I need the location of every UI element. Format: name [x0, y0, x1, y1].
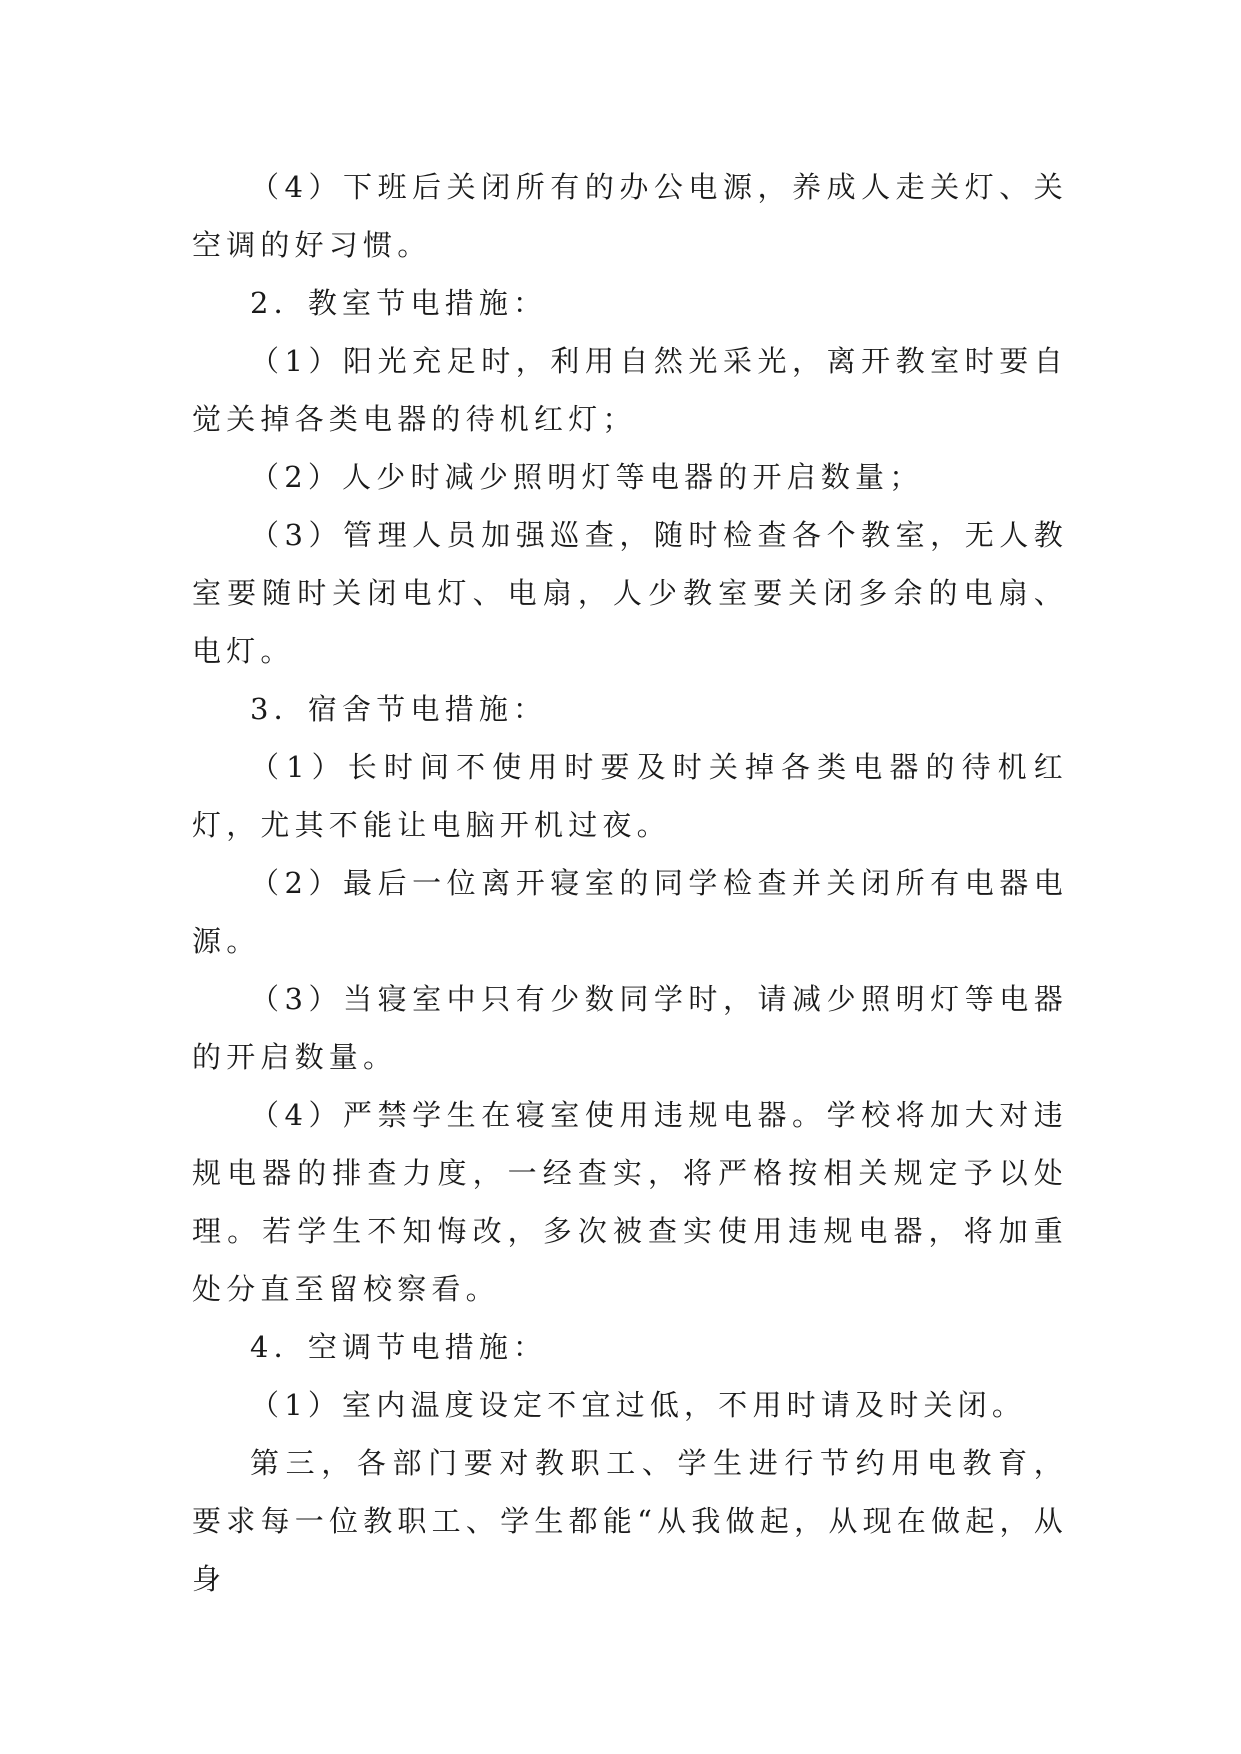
paragraph-dormitory-item-1: （1）长时间不使用时要及时关掉各类电器的待机红灯，尤其不能让电脑开机过夜。 — [192, 750, 1068, 842]
paragraph-classroom-item-2: （2）人少时减少照明灯等电器的开启数量； — [250, 460, 924, 494]
section-heading-classroom: 2．教室节电措施： — [250, 286, 548, 320]
paragraph-office-item-4: （4）下班后关闭所有的办公电源，养成人走关灯、关空调的好习惯。 — [192, 170, 1068, 262]
paragraph-air-conditioning-item-1: （1）室内温度设定不宜过低，不用时请及时关闭。 — [250, 1388, 1027, 1422]
paragraph-classroom-item-3: （3）管理人员加强巡查，随时检查各个教室，无人教室要随时关闭电灯、电扇，人少教室要关闭多余的电扇、电灯。 — [192, 518, 1068, 668]
section-heading-dormitory: 3．宿舍节电措施： — [250, 692, 548, 726]
paragraph-dormitory-item-2: （2）最后一位离开寝室的同学检查并关闭所有电器电源。 — [192, 866, 1068, 958]
paragraph-dormitory-item-4: （4）严禁学生在寝室使用违规电器。学校将加大对违规电器的排查力度，一经查实，将严格按相关规定予以处理。若学生不知悔改，多次被查实使用违规电器，将加重处分直至留校察看。 — [192, 1098, 1068, 1306]
section-heading-air-conditioning: 4．空调节电措施： — [250, 1330, 548, 1364]
paragraph-classroom-item-1: （1）阳光充足时，利用自然光采光，离开教室时要自觉关掉各类电器的待机红灯； — [192, 344, 1068, 436]
document-body — [192, 158, 1068, 1608]
paragraph-dormitory-item-3: （3）当寝室中只有少数同学时，请减少照明灯等电器的开启数量。 — [192, 982, 1068, 1074]
paragraph-third-point: 第三，各部门要对教职工、学生进行节约用电教育，要求每一位教职工、学生都能“从我做起，从现在做起，从身 — [192, 1446, 1068, 1596]
